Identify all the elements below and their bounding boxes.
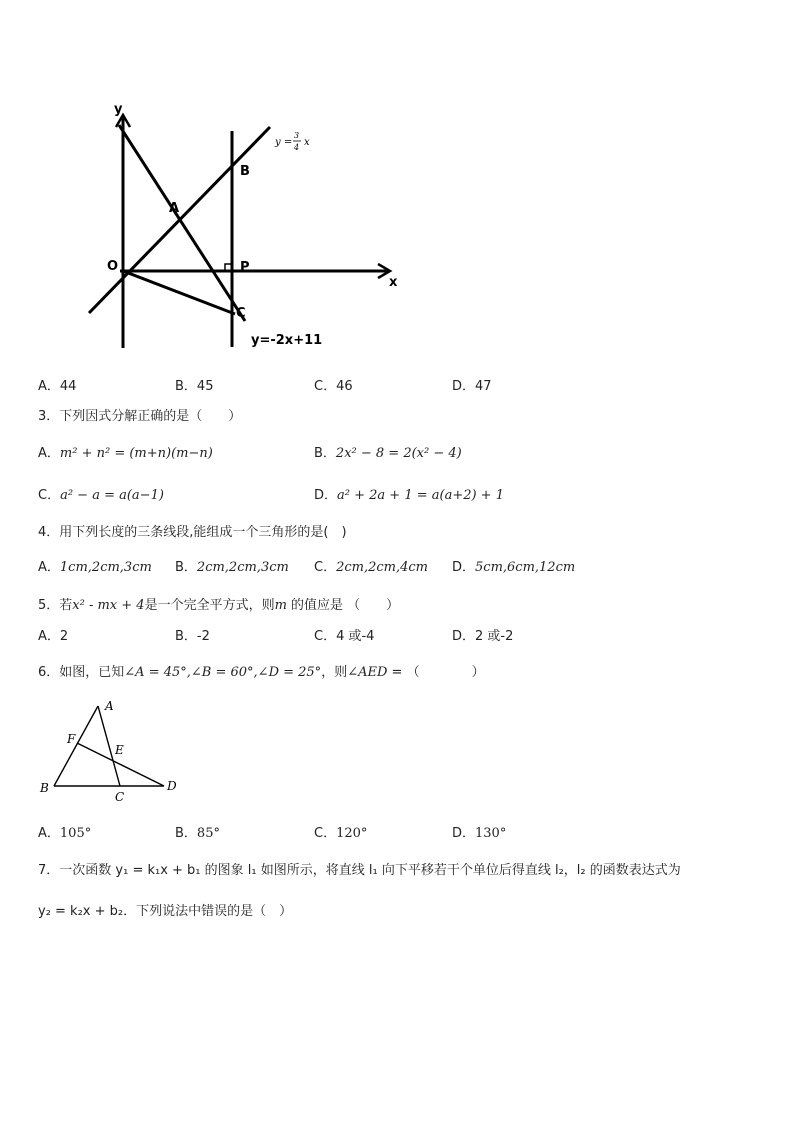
vertex-c-label: C xyxy=(115,790,125,804)
q2-option-d[interactable]: D．47 xyxy=(452,379,492,394)
line-y-minus-2x-plus-11 xyxy=(119,125,245,321)
q7-stem-line1: 7．一次函数 y₁ = k₁x + b₁ 的图象 l₁ 如图所示，将直线 l₁ 向下平移若干个单位后得直线 l₂，l₂ 的函数表达式为 xyxy=(38,863,681,878)
q4-option-d[interactable]: D．5cm,6cm,12cm xyxy=(452,560,576,575)
q4-option-b[interactable]: B．2cm,2cm,3cm xyxy=(175,560,289,575)
q3-option-b[interactable]: B．2x² − 8 = 2(x² − 4) xyxy=(314,446,462,461)
point-a-label: A xyxy=(169,201,180,216)
top-line-equation xyxy=(274,131,310,152)
y-axis-label: y xyxy=(114,102,123,117)
q5-option-b[interactable]: B．-2 xyxy=(175,629,210,644)
q5-stem: 5．若x² - mx + 4是一个完全平方式，则m 的值应是 （ ） xyxy=(38,598,400,613)
point-p-label: P xyxy=(240,260,250,275)
q5-option-c[interactable]: C．4 或-4 xyxy=(314,629,375,644)
q7-stem-line2: y₂ = k₂x + b₂．下列说法中错误的是（ ） xyxy=(38,904,293,919)
q4-stem: 4．用下列长度的三条线段,能组成一个三角形的是( ) xyxy=(38,525,347,540)
bottom-line-equation: y=-2x+11 xyxy=(251,333,323,348)
vertex-b-label: B xyxy=(40,781,49,795)
q3-option-d[interactable]: D．a² + 2a + 1 = a(a+2) + 1 xyxy=(314,488,504,503)
q4-option-a[interactable]: A．1cm,2cm,3cm xyxy=(38,560,152,575)
q4-option-c[interactable]: C．2cm,2cm,4cm xyxy=(314,560,428,575)
q3-option-a[interactable]: A．m² + n² = (m+n)(m−n) xyxy=(38,446,213,461)
svg-text:4: 4 xyxy=(294,143,300,152)
q6-stem: 6．如图，已知∠A = 45°,∠B = 60°,∠D = 25°，则∠AED = （ ） xyxy=(38,665,485,680)
triangle-figure xyxy=(36,698,186,808)
q2-option-a[interactable]: A．44 xyxy=(38,379,77,394)
vertex-a-label: A xyxy=(105,699,114,713)
q5-option-a[interactable]: A．2 xyxy=(38,629,69,644)
point-c-label: C xyxy=(236,306,246,321)
q6-angles: ∠A = 45°,∠B = 60°,∠D = 25° xyxy=(124,665,322,680)
q6-option-a[interactable]: A．105° xyxy=(38,826,92,841)
q6-option-d[interactable]: D．130° xyxy=(452,826,507,841)
svg-text:x: x xyxy=(304,137,310,148)
coordinate-graph xyxy=(80,95,420,360)
q6-option-b[interactable]: B．85° xyxy=(175,826,220,841)
q5-expression: x² - mx + 4 xyxy=(72,598,145,613)
q3-option-c[interactable]: C．a² − a = a(a−1) xyxy=(38,488,164,503)
x-axis-label: x xyxy=(389,275,398,290)
q3-stem: 3．下列因式分解正确的是（ ） xyxy=(38,409,242,424)
q2-option-c[interactable]: C．46 xyxy=(314,379,353,394)
q5-option-d[interactable]: D．2 或-2 xyxy=(452,629,514,644)
svg-text:3: 3 xyxy=(294,131,300,140)
q2-option-b[interactable]: B．45 xyxy=(175,379,214,394)
q6-option-c[interactable]: C．120° xyxy=(314,826,368,841)
vertex-d-label: D xyxy=(167,779,177,793)
point-e-label: E xyxy=(115,743,124,757)
point-o-label: O xyxy=(107,259,119,274)
point-f-label: F xyxy=(67,732,76,746)
svg-text:y =: y = xyxy=(275,137,293,148)
point-b-label: B xyxy=(240,164,250,179)
side-ab xyxy=(54,706,98,786)
